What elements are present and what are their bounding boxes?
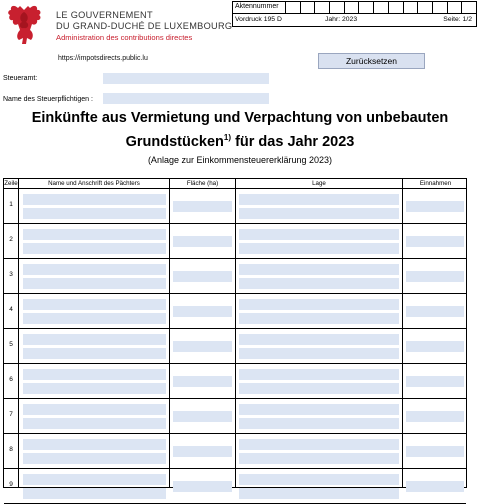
row-number: 1	[9, 201, 13, 208]
income-input[interactable]	[406, 411, 464, 422]
location-input-1[interactable]	[239, 439, 399, 450]
col-flaeche: Fläche (ha)	[186, 180, 219, 187]
location-input-1[interactable]	[239, 229, 399, 240]
location-input-1[interactable]	[239, 194, 399, 205]
col-name: Name und Anschrift des Pächters	[48, 180, 140, 187]
col-einnahmen: Einnahmen	[419, 180, 452, 187]
form-info-row	[233, 14, 476, 26]
page-label: Seite: 1/2	[443, 16, 472, 23]
location-input-1[interactable]	[239, 334, 399, 345]
area-input[interactable]	[173, 271, 232, 282]
income-input[interactable]	[406, 376, 464, 387]
aktennummer-row	[233, 2, 476, 14]
location-input-1[interactable]	[239, 299, 399, 310]
income-input[interactable]	[406, 201, 464, 212]
government-line-2: DU GRAND-DUCHÉ DE LUXEMBOURG	[56, 21, 233, 31]
row-number: 9	[9, 481, 13, 488]
row-number: 8	[9, 446, 13, 453]
row-number: 5	[9, 341, 13, 348]
income-input[interactable]	[406, 236, 464, 247]
tenant-name-input[interactable]	[23, 264, 166, 275]
page-title-line-2: Grundstücken$^{1)}$ für das Jahr 2023	[125, 133, 355, 150]
tenant-address-input[interactable]	[23, 453, 166, 464]
tenant-address-input[interactable]	[23, 488, 166, 499]
reset-button[interactable]: Zurücksetzen	[318, 53, 425, 69]
row-number: 2	[9, 236, 13, 243]
tenant-address-input[interactable]	[23, 208, 166, 219]
location-input-1[interactable]	[239, 369, 399, 380]
rental-income-table	[3, 178, 467, 488]
income-input[interactable]	[406, 446, 464, 457]
location-input-2[interactable]	[239, 488, 399, 499]
taxpayer-name-input[interactable]	[103, 93, 269, 104]
row-number: 6	[9, 376, 13, 383]
area-input[interactable]	[173, 481, 232, 492]
location-input-1[interactable]	[239, 264, 399, 275]
page-title-line-1: Einkünfte aus Vermietung und Verpachtung von unbebauten	[31, 110, 449, 126]
row-number: 4	[9, 306, 13, 313]
location-input-2[interactable]	[239, 383, 399, 394]
location-input-2[interactable]	[239, 243, 399, 254]
tenant-name-input[interactable]	[23, 369, 166, 380]
tenant-name-input[interactable]	[23, 334, 166, 345]
location-input-2[interactable]	[239, 208, 399, 219]
area-input[interactable]	[173, 411, 232, 422]
aktennummer-label: Aktennummer	[235, 3, 279, 10]
document-header-box	[232, 1, 477, 27]
area-input[interactable]	[173, 446, 232, 457]
website-url: https://impotsdirects.public.lu	[58, 55, 148, 62]
income-input[interactable]	[406, 271, 464, 282]
footnote-marker: 1)	[223, 133, 232, 142]
vordruck-label: Vordruck 195 D	[235, 16, 282, 23]
row-number: 7	[9, 411, 13, 418]
steueramt-input[interactable]	[103, 73, 269, 84]
tenant-address-input[interactable]	[23, 278, 166, 289]
location-input-2[interactable]	[239, 418, 399, 429]
area-input[interactable]	[173, 236, 232, 247]
location-input-2[interactable]	[239, 313, 399, 324]
area-input[interactable]	[173, 306, 232, 317]
government-line-1: LE GOUVERNEMENT	[56, 10, 153, 20]
tenant-address-input[interactable]	[23, 418, 166, 429]
income-input[interactable]	[406, 341, 464, 352]
tenant-name-input[interactable]	[23, 404, 166, 415]
aktennummer-cells[interactable]	[285, 2, 476, 13]
col-zeile: Zeile	[4, 180, 18, 187]
tenant-address-input[interactable]	[23, 243, 166, 254]
tenant-address-input[interactable]	[23, 348, 166, 359]
col-lage: Lage	[312, 180, 326, 187]
location-input-2[interactable]	[239, 278, 399, 289]
income-input[interactable]	[406, 481, 464, 492]
lion-coat-of-arms-icon	[4, 2, 44, 46]
location-input-1[interactable]	[239, 404, 399, 415]
tenant-name-input[interactable]	[23, 194, 166, 205]
row-number: 3	[9, 271, 13, 278]
tenant-name-input[interactable]	[23, 229, 166, 240]
tenant-address-input[interactable]	[23, 383, 166, 394]
location-input-2[interactable]	[239, 453, 399, 464]
income-input[interactable]	[406, 306, 464, 317]
tenant-name-input[interactable]	[23, 299, 166, 310]
location-input-2[interactable]	[239, 348, 399, 359]
page-subtitle: (Anlage zur Einkommensteuererklärung 2023)	[147, 155, 333, 165]
area-input[interactable]	[173, 376, 232, 387]
year-label: Jahr: 2023	[325, 16, 358, 23]
area-input[interactable]	[173, 341, 232, 352]
steueramt-label: Steueramt:	[3, 75, 38, 82]
taxpayer-name-label: Name des Steuerpflichtigen :	[3, 96, 93, 103]
administration-name: Administration des contributions directes	[56, 33, 193, 42]
tenant-name-input[interactable]	[23, 439, 166, 450]
area-input[interactable]	[173, 201, 232, 212]
tenant-address-input[interactable]	[23, 313, 166, 324]
